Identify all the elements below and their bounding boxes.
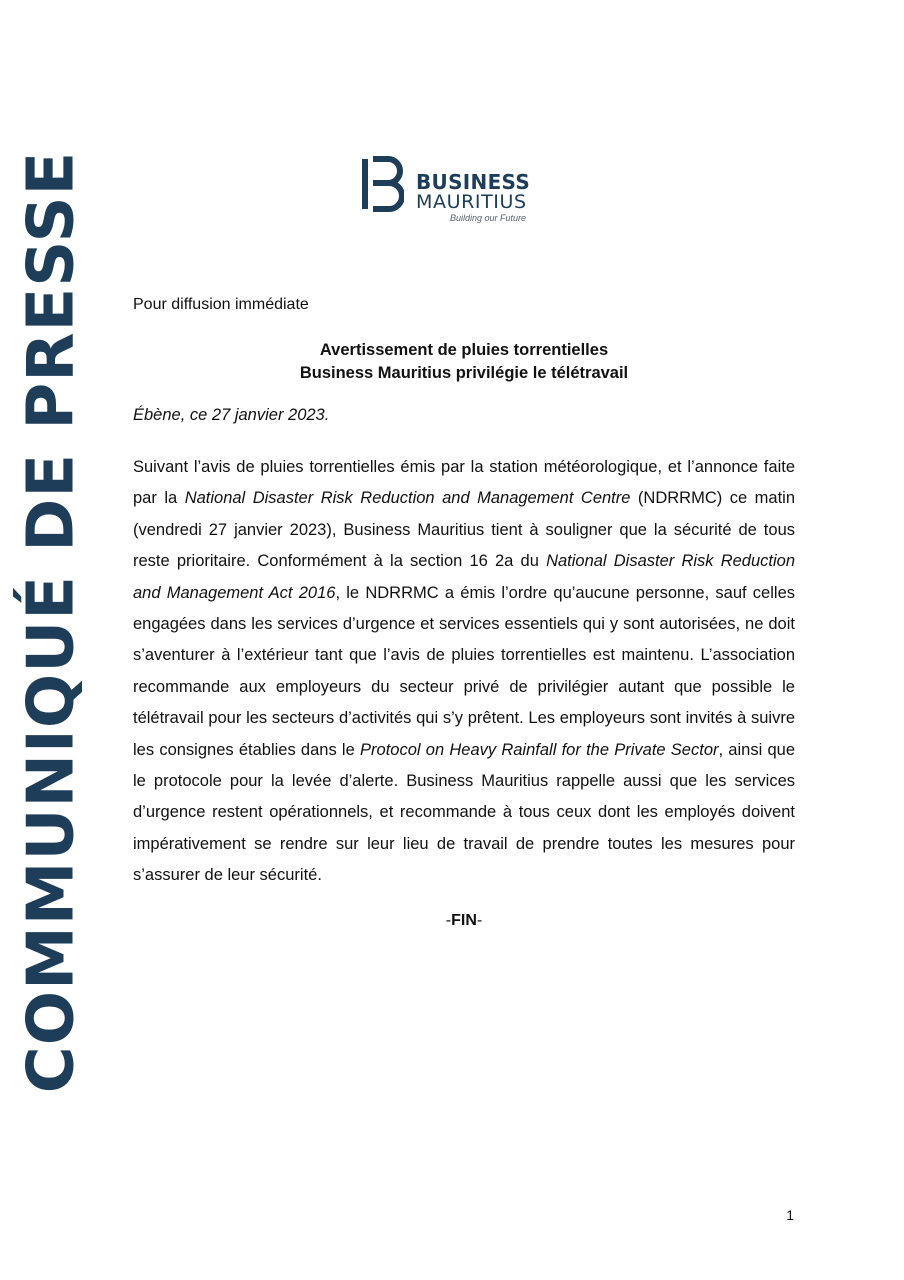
body-italic-3: Protocol on Heavy Rainfall for the Private Sector — [360, 740, 719, 759]
body-italic-2: National Disaster Risk Reduction and Management Act 2016 — [133, 552, 796, 602]
body-text-4: , ainsi que le protocole pour la levée d’alerte. Business Mauritius rappelle aussi que les services d’urgence restent opérationnels, et recommande à tous ceux dont les employés doivent impérativement se rendre sur leur lieu de travail de prendre toutes les mesures pour s’assurer de leur sécurité. — [133, 740, 795, 885]
business-mauritius-logo — [360, 156, 560, 228]
headline-line-2: Business Mauritius privilégie le télétravail — [299, 364, 629, 382]
headline-line-1: Avertissement de pluies torrentielles — [319, 341, 609, 359]
dateline: Ébène, ce 27 janvier 2023. — [133, 406, 330, 424]
end-dash-right: - — [476, 911, 483, 929]
press-release-banner — [14, 150, 88, 1094]
page-number: 1 — [786, 1207, 794, 1223]
release-line: Pour diffusion immédiate — [133, 296, 309, 313]
end-dash-left: - — [445, 911, 452, 929]
body-italic-1: National Disaster Risk Reduction and Management Centre — [184, 489, 631, 508]
press-release-content — [133, 294, 795, 932]
body-text-3: , le NDRRMC a émis l’ordre qu’aucune personne, sauf celles engagées dans les services d’urgence et services essentiels qui y sont autorisées, ne doit s’aventurer à l’extérieur tant que l’avis de pluies torrentielles est maintenu. L’association recommande aux employeurs du secteur privé de privilégier autant que possible le télétravail pour les secteurs d’activités qui s’y prêtent. Les employeurs sont invités à suivre les consignes établies dans le — [133, 583, 795, 759]
logo-word-mauritius: MAURITIUS — [416, 191, 527, 213]
body-text-2: (NDRRMC) ce matin (vendredi 27 janvier 2023), Business Mauritius tient à souligner que la sécurité de tous reste prioritaire. Conformément à la section 16 2a du — [133, 489, 796, 571]
banner-text: COMMUNIQUÉ DE PRESSE — [14, 150, 88, 1094]
end-marker — [133, 910, 795, 932]
body-text-1: Suivant l’avis de pluies torrentielles émis par la station météorologique, et l’annonce faite par la — [133, 458, 795, 508]
headline — [133, 339, 795, 385]
end-word: FIN — [451, 911, 477, 929]
bm-logo-mark-icon — [360, 156, 404, 212]
logo-word-business: BUSINESS — [416, 170, 531, 194]
body-paragraph — [133, 452, 795, 892]
logo-tagline: Building our Future — [450, 213, 527, 223]
